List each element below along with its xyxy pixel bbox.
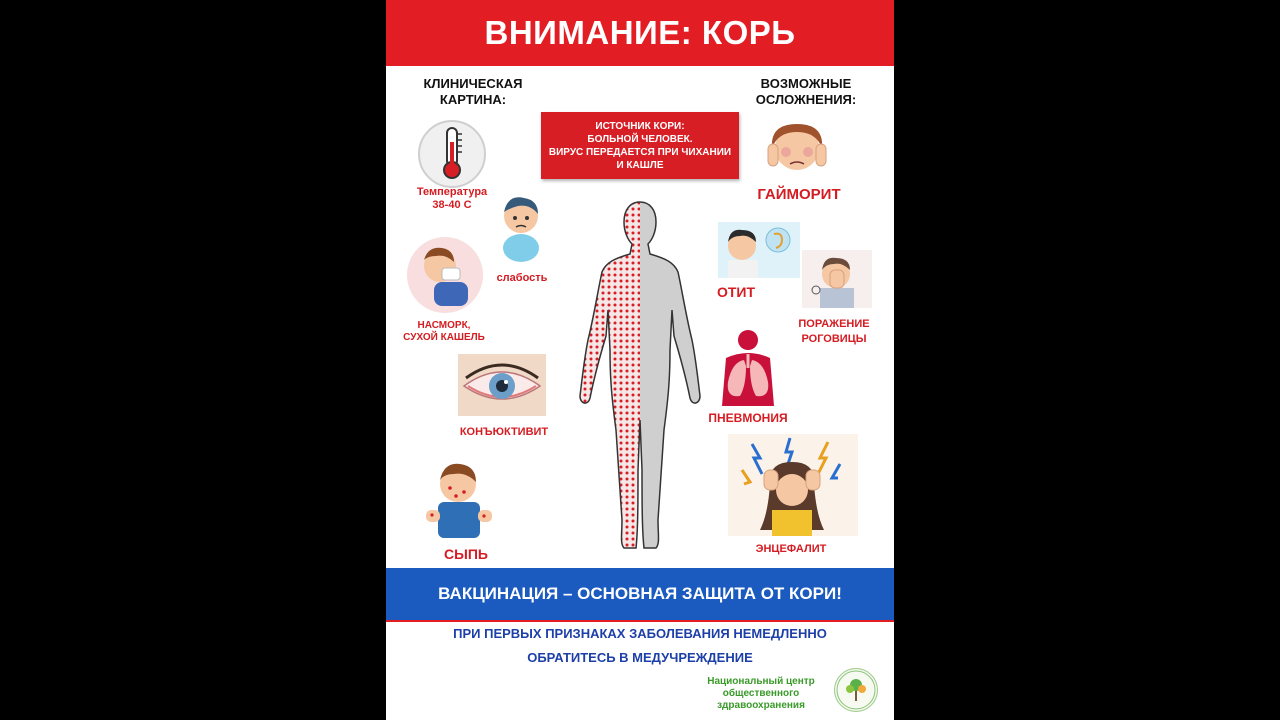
temperature-line1: Температура [416, 186, 488, 198]
org-line3: здравоохранения [717, 700, 805, 711]
poster-header [386, 0, 894, 66]
cornea-label [784, 317, 884, 347]
banner-underline [386, 620, 894, 622]
headache-woman-icon [728, 434, 858, 536]
complications-heading-line2: ОСЛОЖНЕНИЯ: [755, 92, 857, 107]
lungs-icon [712, 326, 784, 406]
source-line3: ВИРУС ПЕРЕДАЕТСЯ ПРИ ЧИХАНИИ [548, 146, 732, 158]
source-box [541, 112, 739, 179]
advice-line2: ОБРАТИТЕСЬ В МЕДУЧРЕЖДЕНИЕ [527, 650, 753, 665]
clinical-heading-line2: КАРТИНА: [439, 92, 507, 107]
poster-title: ВНИМАНИЕ: КОРЬ [484, 14, 796, 51]
human-body-figure [576, 200, 704, 552]
cornea-line1: ПОРАЖЕНИЕ [798, 318, 870, 330]
temperature-line2: 38-40 С [432, 199, 472, 211]
complications-heading [746, 76, 866, 108]
pneumonia-label: ПНЕВМОНИЯ [708, 411, 788, 425]
weak-child-icon [494, 190, 548, 262]
runny-line2: СУХОЙ КАШЕЛЬ [403, 332, 485, 343]
advice-line1: ПРИ ПЕРВЫХ ПРИЗНАКАХ ЗАБОЛЕВАНИЯ НЕМЕДЛЕННО [453, 626, 827, 641]
vaccination-text: ВАКЦИНАЦИЯ – ОСНОВНАЯ ЗАЩИТА ОТ КОРИ! [438, 584, 842, 603]
weakness-label: слабость [496, 272, 548, 284]
source-line2: БОЛЬНОЙ ЧЕЛОВЕК. [587, 133, 693, 145]
sneezing-child-icon [406, 236, 484, 314]
organization-logo-icon [834, 668, 878, 712]
conjunctivitis-label: КОНЪЮКТИВИТ [459, 426, 549, 438]
otitis-label: ОТИТ [716, 284, 756, 300]
red-eye-icon [458, 354, 546, 416]
encephalitis-label: ЭНЦЕФАЛИТ [755, 543, 827, 555]
org-line1: Национальный центр [707, 676, 815, 687]
rash-label: СЫПЬ [444, 546, 488, 562]
runny-nose-label [394, 320, 494, 344]
source-line1: ИСТОЧНИК КОРИ: [595, 120, 685, 132]
sinusitis-woman-icon [764, 118, 830, 182]
sinusitis-label: ГАЙМОРИТ [757, 186, 841, 203]
source-line4: И КАШЛЕ [616, 159, 664, 171]
measles-poster [386, 0, 894, 720]
clinical-heading [414, 76, 532, 108]
temperature-label [404, 186, 500, 212]
eye-rubbing-man-icon [802, 250, 872, 308]
header-stripe [386, 66, 894, 71]
rash-child-icon [420, 458, 498, 540]
clinical-heading-line1: КЛИНИЧЕСКАЯ [423, 76, 523, 91]
org-line2: общественного [722, 688, 800, 699]
thermometer-icon [416, 118, 488, 190]
cornea-line2: РОГОВИЦЫ [801, 333, 867, 345]
runny-line1: НАСМОРК, [417, 320, 471, 331]
complications-heading-line1: ВОЗМОЖНЫЕ [760, 76, 852, 91]
vaccination-banner [386, 568, 894, 620]
otitis-man-icon [718, 222, 800, 278]
organization-name [696, 676, 826, 712]
